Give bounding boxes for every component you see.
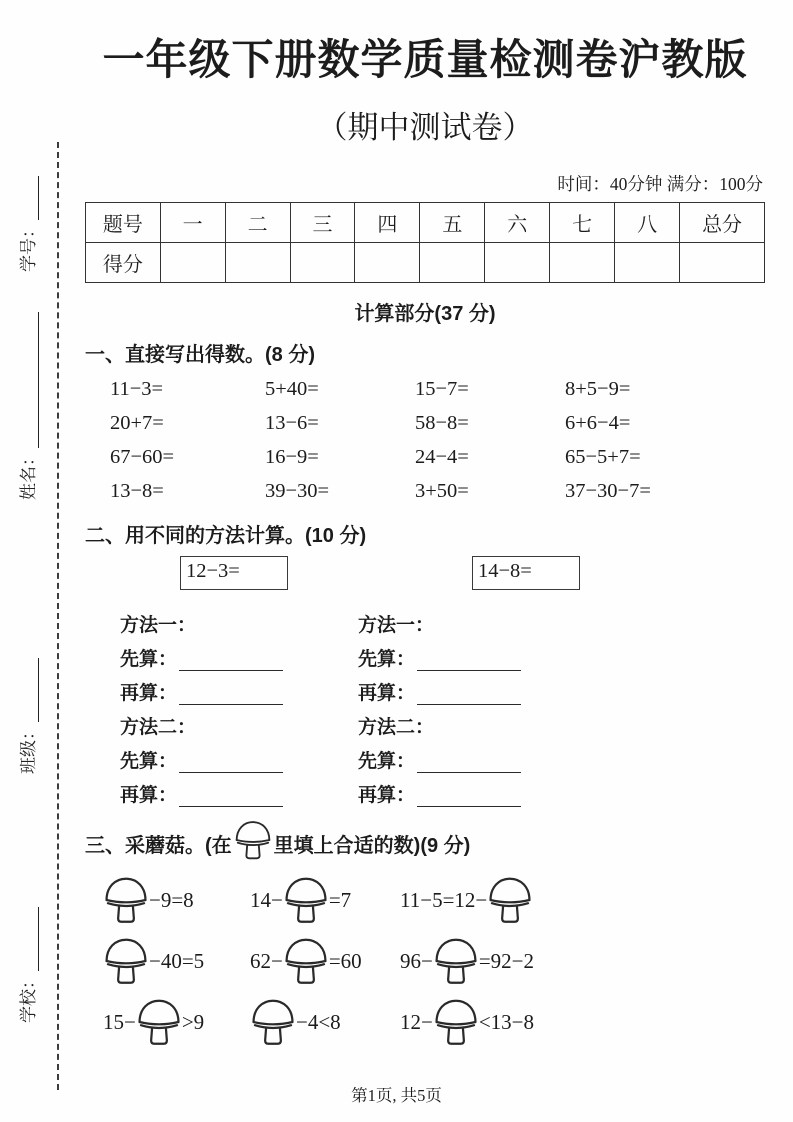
mushroom-icon [283, 875, 329, 925]
school-field [14, 907, 39, 1023]
student-name-blank [21, 312, 39, 448]
arithmetic-problem: 37−30−7= [565, 480, 651, 503]
student-id-label: 学号： [19, 221, 38, 272]
score-table-score-row [86, 243, 765, 283]
answer-blank [179, 685, 283, 705]
answer-blank [179, 651, 283, 671]
mushroom-problem [103, 997, 250, 1047]
question-number-header: 题号 [86, 203, 161, 243]
class-label: 班级： [19, 723, 38, 774]
student-id-blank [21, 176, 39, 220]
class-field [14, 658, 39, 774]
method1-label: 方法一： [358, 615, 435, 637]
section3-heading-post: 里填上合适的数)(9 分) [273, 834, 471, 857]
method-column-1 [120, 603, 358, 807]
problem-text: 15− [103, 1009, 136, 1034]
problem-text: >9 [181, 1009, 205, 1034]
column-header: 八 [615, 203, 680, 243]
problem-text: <13−8 [478, 1009, 535, 1034]
mushroom-icon [433, 997, 479, 1047]
problem-text: −4<8 [296, 1009, 341, 1034]
score-table [85, 202, 765, 283]
arithmetic-problem: 13−8= [110, 480, 164, 503]
section2-heading: 二、用不同的方法计算。(10 分) [85, 525, 367, 548]
mushroom-problem [103, 936, 250, 986]
school-blank [21, 907, 39, 971]
answer-blank [417, 787, 521, 807]
mushroom-problem [400, 875, 765, 925]
column-header: 七 [550, 203, 615, 243]
arithmetic-problem: 11−3= [110, 378, 164, 401]
column-header: 一 [160, 203, 225, 243]
section3-heading-mushroom-slot [232, 819, 274, 867]
answer-blank [179, 753, 283, 773]
score-cell [485, 243, 550, 283]
mushroom-problem [250, 875, 400, 925]
mushroom-icon [234, 819, 272, 861]
score-cell [680, 243, 765, 283]
arithmetic-problem: 24−4= [415, 446, 469, 469]
school-label: 学校： [19, 972, 38, 1023]
then-calc-line: 再算： [358, 671, 765, 705]
answer-blank [417, 685, 521, 705]
problem-text: =60 [328, 948, 362, 973]
mushroom-icon [103, 936, 149, 986]
mushroom-problem [400, 997, 765, 1047]
answer-blank [417, 651, 521, 671]
arithmetic-problem: 15−7= [415, 378, 469, 401]
problem-box-1: 12−3= [180, 556, 288, 590]
problem-text: 11−5=12− [400, 887, 488, 912]
column-header: 三 [290, 203, 355, 243]
section1-heading: 一、直接写出得数。(8 分) [85, 344, 315, 367]
then-calc-line: 再算： [358, 773, 765, 807]
part-title: 计算部分(37 分) [354, 303, 496, 326]
mushroom-icon [283, 936, 329, 986]
student-name-label: 姓名： [19, 449, 38, 500]
then-calc-line: 再算： [120, 773, 358, 807]
arithmetic-problem: 8+5−9= [565, 378, 631, 401]
mushroom-problem-row [85, 875, 765, 925]
page-number: 第1页, 共5页 [351, 1086, 442, 1105]
section2-methods [85, 603, 765, 807]
first-calc-line: 先算： [120, 637, 358, 671]
problem-text: =7 [328, 887, 352, 912]
mushroom-icon [103, 875, 149, 925]
student-name-field [14, 312, 39, 500]
score-cell [225, 243, 290, 283]
section3-heading [85, 819, 765, 867]
section2-boxes [85, 556, 765, 590]
score-cell [615, 243, 680, 283]
arithmetic-problem: 3+50= [415, 480, 469, 503]
score-cell [290, 243, 355, 283]
problem-text: −40=5 [149, 948, 205, 973]
problem-text: 14− [250, 887, 283, 912]
then-calc-line: 再算： [120, 671, 358, 705]
column-header: 总分 [680, 203, 765, 243]
time-score-info: 时间：40分钟 满分：100分 [557, 174, 763, 195]
method2-label: 方法二： [120, 717, 197, 739]
first-calc-line: 先算： [358, 739, 765, 773]
arithmetic-problem: 13−6= [265, 412, 319, 435]
exam-subtitle: （期中测试卷） [316, 110, 534, 146]
problem-text: −9=8 [149, 887, 194, 912]
column-header: 二 [225, 203, 290, 243]
mushroom-icon [250, 997, 296, 1047]
score-cell [160, 243, 225, 283]
mushroom-problem [250, 936, 400, 986]
score-table-header-row [86, 203, 765, 243]
mushroom-problem [400, 936, 765, 986]
mushroom-problem-row [85, 936, 765, 986]
arithmetic-problem: 6+6−4= [565, 412, 631, 435]
arithmetic-problem: 58−8= [415, 412, 469, 435]
section1-problem-grid [85, 376, 765, 504]
mushroom-icon [433, 936, 479, 986]
score-cell [550, 243, 615, 283]
arithmetic-problem: 65−5+7= [565, 446, 641, 469]
seal-dashed-line [57, 142, 59, 1090]
student-id-field [14, 176, 39, 272]
score-cell [355, 243, 420, 283]
answer-blank [417, 753, 521, 773]
arithmetic-problem: 20+7= [110, 412, 164, 435]
column-header: 四 [355, 203, 420, 243]
problem-text: 12− [400, 1009, 433, 1034]
score-cell [420, 243, 485, 283]
class-blank [21, 658, 39, 722]
mushroom-problem-row [85, 997, 765, 1047]
arithmetic-problem: 5+40= [265, 378, 319, 401]
problem-text: 62− [250, 948, 283, 973]
mushroom-icon [487, 875, 533, 925]
first-calc-line: 先算： [120, 739, 358, 773]
mushroom-icon [136, 997, 182, 1047]
first-calc-line: 先算： [358, 637, 765, 671]
score-row-header: 得分 [86, 243, 161, 283]
mushroom-problem [103, 875, 250, 925]
problem-text: 96− [400, 948, 433, 973]
method1-label: 方法一： [120, 615, 197, 637]
problem-text: =92−2 [478, 948, 535, 973]
section3-rows [85, 875, 765, 1047]
arithmetic-problem: 67−60= [110, 446, 175, 469]
arithmetic-problem: 16−9= [265, 446, 319, 469]
mushroom-problem [250, 997, 400, 1047]
exam-title: 一年级下册数学质量检测卷沪教版 [102, 38, 748, 84]
method-column-2 [358, 603, 765, 807]
section3-heading-pre: 三、采蘑菇。(在 [85, 834, 232, 857]
column-header: 五 [420, 203, 485, 243]
problem-box-2: 14−8= [472, 556, 580, 590]
column-header: 六 [485, 203, 550, 243]
answer-blank [179, 787, 283, 807]
arithmetic-problem: 39−30= [265, 480, 330, 503]
method2-label: 方法二： [358, 717, 435, 739]
